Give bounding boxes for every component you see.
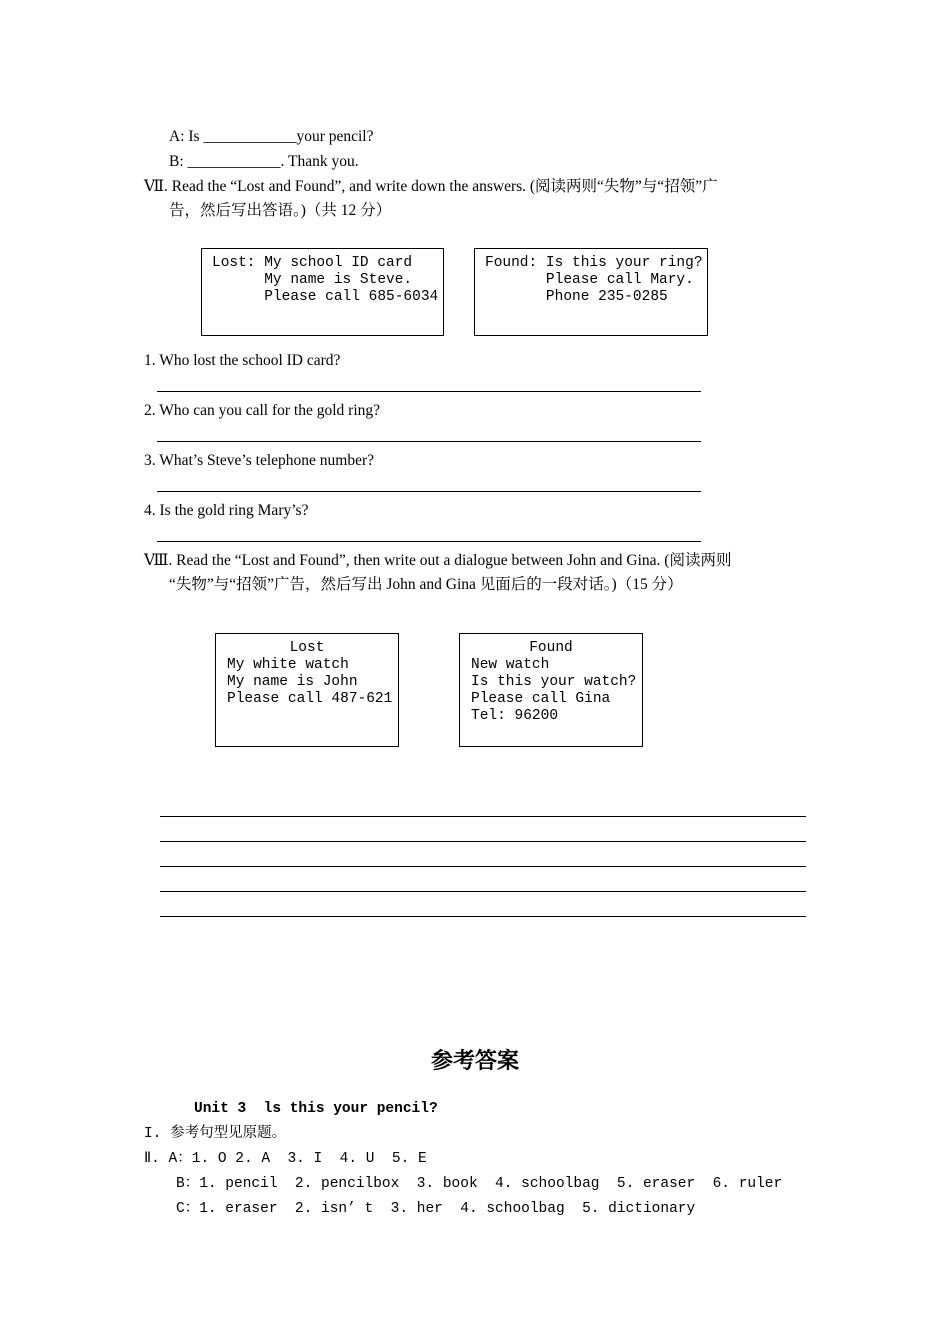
lost-box-line: Please call 685-6034 (212, 289, 439, 305)
found-box-line: Is this your watch? (471, 674, 637, 690)
exercise-line-a: A: Is ____________your pencil? (169, 128, 374, 145)
answers-heading: 参考答案 (430, 1049, 519, 1074)
question-1: 1. Who lost the school ID card? (144, 352, 341, 369)
answers-line-2b: B：1. pencil 2. pencilbox 3. book 4. schoolbag 5. eraser 6. ruler (176, 1176, 783, 1192)
section7-found-box (474, 248, 708, 336)
lost-box-line: Lost: My school ID card (212, 255, 413, 271)
lost-box-line: Please call 487-621 (227, 691, 393, 707)
section8-title-line1: Ⅷ. Read the “Lost and Found”, then write out a dialogue between John and Gina. (阅读两则 (144, 552, 732, 569)
found-box-line: New watch (471, 657, 550, 673)
question-4: 4. Is the gold ring Mary’s? (144, 502, 309, 519)
found-box-line: Found: Is this your ring? (485, 255, 703, 271)
answer-line-4[interactable] (157, 541, 701, 542)
question-3: 3. What’s Steve’s telephone number? (144, 452, 375, 469)
answer-line-2[interactable] (157, 441, 701, 442)
section7-title-line1: Ⅶ. Read the “Lost and Found”, and write down the answers. (阅读两则“失物”与“招领”广 (144, 178, 718, 195)
lost-box-title: Lost (289, 640, 325, 656)
lost-box-line: My name is John (227, 674, 358, 690)
lost-box-line: My white watch (227, 657, 349, 673)
section8-found-box (459, 633, 643, 747)
found-box-line: Tel: 96200 (471, 708, 559, 724)
dialogue-line-4[interactable] (160, 891, 806, 892)
dialogue-line-3[interactable] (160, 866, 806, 867)
exercise-line-b: B: ____________. Thank you. (169, 153, 359, 170)
answers-unit-title: Unit 3 ls this your pencil? (194, 1101, 438, 1117)
section8-title-line2: “失物”与“招领”广告，然后写出 John and Gina 见面后的一段对话。)（15 分） (169, 576, 683, 593)
answers-line-2c: C：1. eraser 2. isn’ t 3. her 4. schoolbag 5. dictionary (176, 1201, 696, 1217)
question-2: 2. Who can you call for the gold ring? (144, 402, 381, 419)
answer-line-1[interactable] (157, 391, 701, 392)
found-box-line: Phone 235-0285 (485, 289, 668, 305)
found-box-line: Please call Gina (471, 691, 611, 707)
answers-line-1: I. 参考句型见原题。 (144, 1126, 287, 1142)
found-box-title: Found (529, 640, 573, 656)
section7-title-line2: 告，然后写出答语。)（共 12 分） (169, 202, 392, 219)
found-box-line: Please call Mary. (485, 272, 694, 288)
dialogue-line-5[interactable] (160, 916, 806, 917)
answer-line-3[interactable] (157, 491, 701, 492)
dialogue-line-2[interactable] (160, 841, 806, 842)
dialogue-line-1[interactable] (160, 816, 806, 817)
section7-lost-box (201, 248, 444, 336)
lost-box-line: My name is Steve. (212, 272, 413, 288)
section8-lost-box (215, 633, 399, 747)
answers-line-2a: Ⅱ. A：1. O 2. A 3. I 4. U 5. E (144, 1151, 427, 1167)
